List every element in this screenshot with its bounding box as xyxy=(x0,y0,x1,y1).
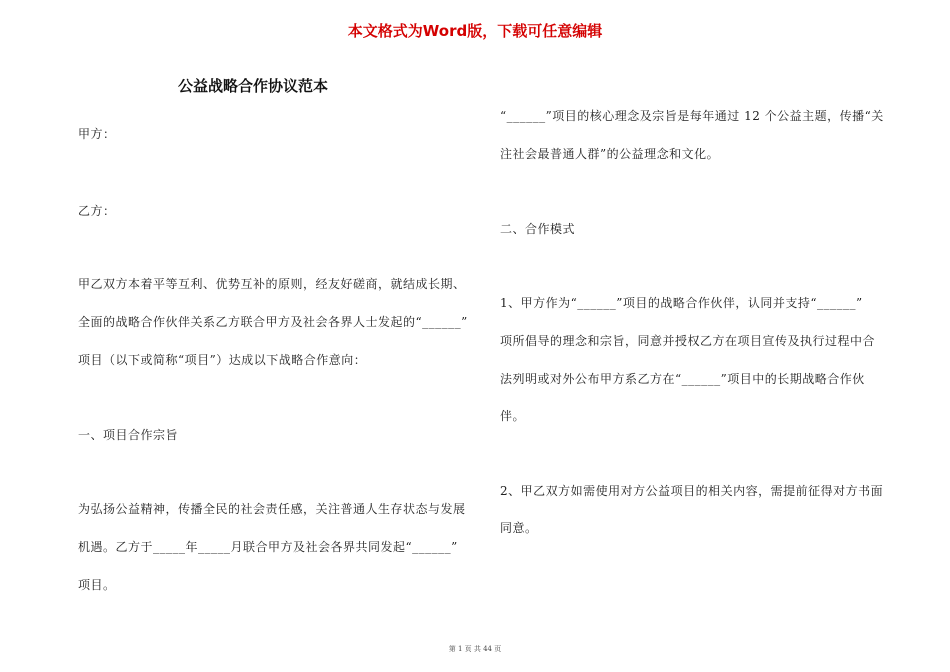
intro-line: 全面的战略合作伙伴关系乙方联合甲方及社会各界人士发起的“______” xyxy=(78,315,468,329)
section1-heading: 一、项目合作宗旨 xyxy=(78,428,179,442)
core-line: “______”项目的核心理念及宗旨是每年通过 12 个公益主题，传播“关 xyxy=(500,109,884,123)
core-line: 注社会最普通人群”的公益理念和文化。 xyxy=(500,147,720,161)
download-banner: 本文格式为Word版，下载可任意编辑 xyxy=(347,22,603,40)
party-b-label: 乙方： xyxy=(78,204,116,218)
item1-line: 项所倡导的理念和宗旨，同意并授权乙方在项目宣传及执行过程中合 xyxy=(500,334,876,348)
item1-line: 法列明或对外公布甲方系乙方在“______”项目中的长期战略合作伙 xyxy=(500,372,865,386)
intro-line: 甲乙双方本着平等互利、优势互补的原则，经友好磋商，就结成长期、 xyxy=(78,277,466,291)
item2-line: 同意。 xyxy=(500,521,538,535)
item2-line: 2、甲乙双方如需使用对方公益项目的相关内容，需提前征得对方书面 xyxy=(500,484,884,498)
section2-heading: 二、合作模式 xyxy=(500,222,576,236)
document-title: 公益战略合作协议范本 xyxy=(178,77,329,95)
intro-line: 项目（以下或简称“项目”）达成以下战略合作意向： xyxy=(78,353,367,367)
item1-line: 伴。 xyxy=(500,409,526,423)
section1-line: 机遇。乙方于_____年_____月联合甲方及社会各界共同发起“______” xyxy=(78,540,458,554)
section1-line: 项目。 xyxy=(78,578,116,592)
item1-line: 1、甲方作为“______”项目的战略合作伙伴，认同并支持“______” xyxy=(500,296,863,310)
party-a-label: 甲方： xyxy=(78,127,116,141)
page-number: 第 1 页 共 44 页 xyxy=(448,645,502,653)
section1-line: 为弘扬公益精神，传播全民的社会责任感，关注普通人生存状态与发展 xyxy=(78,502,466,516)
